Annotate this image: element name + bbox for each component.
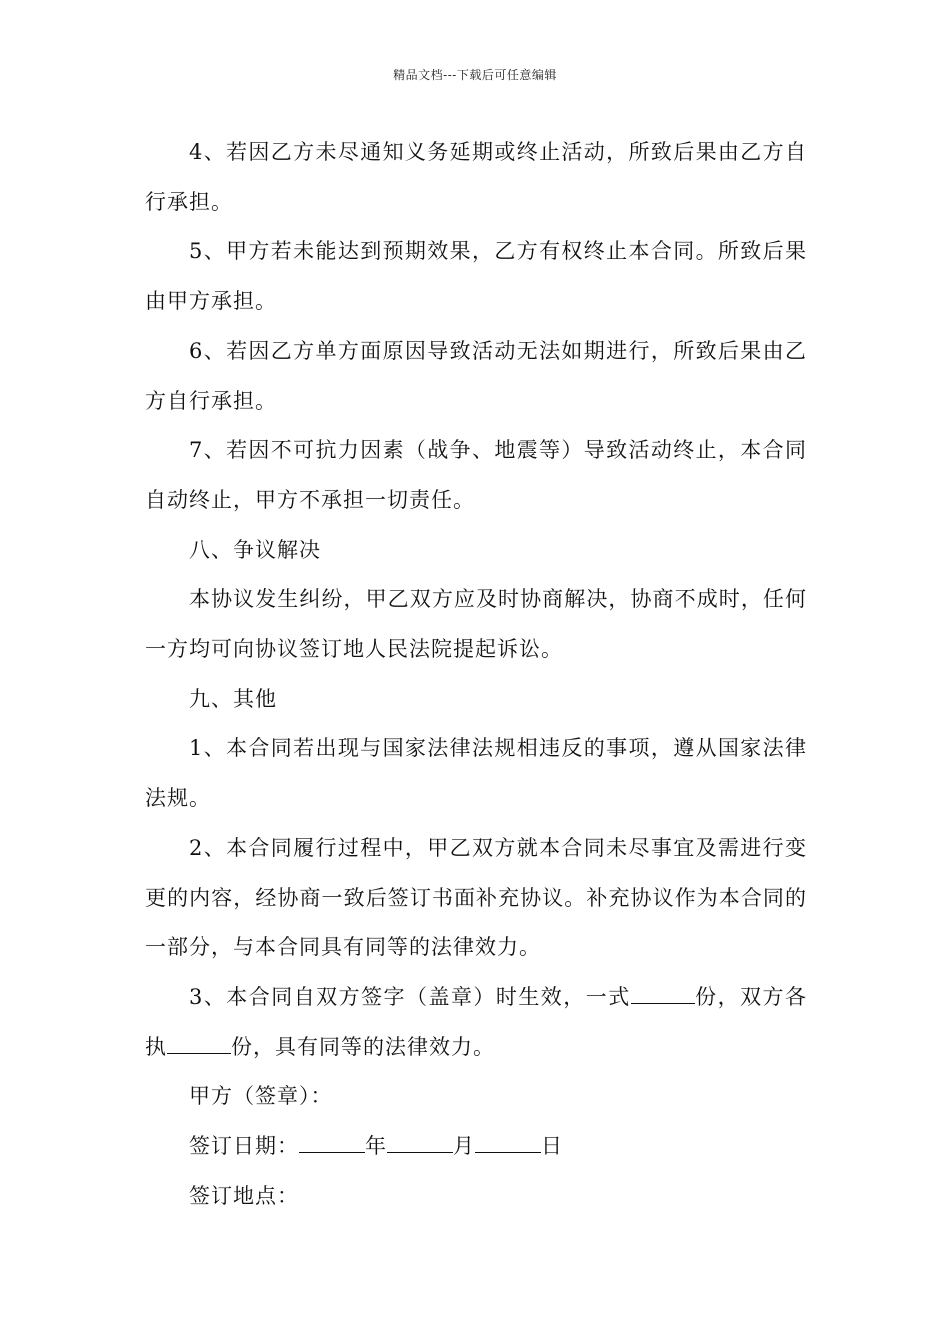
copies-text-1: 3、本合同自双方签字（盖章）时生效，一式: [189, 984, 631, 1009]
clause-4: 4、若因乙方未尽通知义务延期或终止活动，所致后果由乙方自行承担。: [145, 140, 807, 214]
party-a-signature-line: 甲方（签章）：: [189, 1084, 333, 1109]
signing-date-line: [145, 1122, 807, 1172]
clause-6: 6、若因乙方单方面原因导致活动无法如期进行，所致后果由乙方自行承担。: [145, 338, 807, 413]
other-clause-1: 1、本合同若出现与国家法律法规相违反的事项，遵从国家法律法规。: [145, 736, 807, 811]
section-heading-other: 九、其他: [189, 686, 277, 711]
year-blank: [299, 1134, 365, 1153]
clause-5: 5、甲方若未能达到预期效果，乙方有权终止本合同。所致后果由甲方承担。: [145, 239, 807, 314]
copies-each-blank: [167, 1035, 231, 1054]
month-blank: [387, 1134, 453, 1153]
copies-text-2: 份，双方各执: [145, 984, 807, 1059]
contract-body: [145, 128, 807, 1221]
year-label: 年: [365, 1134, 387, 1159]
copies-text-3: 份，具有同等的法律效力。: [231, 1034, 495, 1059]
other-clause-2: 2、本合同履行过程中，甲乙双方就本合同未尽事宜及需进行变更的内容，经协商一致后签订书面补充协议。补充协议作为本合同的一部分，与本合同具有同等的法律效力。: [145, 835, 807, 960]
clause-7: 7、若因不可抗力因素（战争、地震等）导致活动终止，本合同自动终止，甲方不承担一切责任。: [145, 438, 807, 512]
dispute-clause: 本协议发生纠纷，甲乙双方应及时协商解决，协商不成时，任何一方均可向协议签订地人民法院提起诉讼。: [145, 587, 807, 662]
other-clause-3: [145, 973, 807, 1072]
copies-total-blank: [631, 985, 695, 1004]
month-label: 月: [453, 1134, 475, 1159]
signing-place-line: 签订地点：: [189, 1183, 299, 1208]
section-heading-dispute: 八、争议解决: [189, 537, 321, 562]
day-label: 日: [541, 1134, 563, 1159]
page-header: 精品文档---下载后可任意编辑: [393, 68, 557, 82]
signing-date-label: 签订日期：: [189, 1134, 299, 1159]
day-blank: [475, 1134, 541, 1153]
